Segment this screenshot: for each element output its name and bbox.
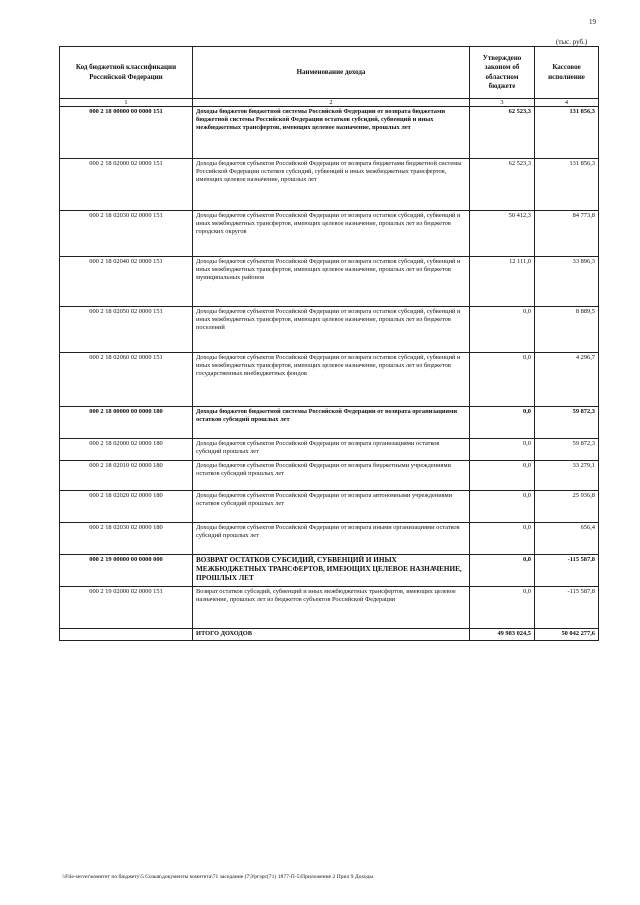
column-number: 1 [60, 99, 193, 107]
table-row [60, 353, 599, 407]
header-code: Код бюджетной классификации Российской Федерации [60, 47, 193, 99]
row-execution: -115 587,8 [535, 555, 599, 587]
row-code: 000 2 18 02000 02 0000 180 [60, 439, 193, 461]
row-approved: 0,0 [470, 555, 535, 587]
row-code: 000 2 18 02030 02 0000 151 [60, 211, 193, 257]
row-name: Доходы бюджетов бюджетной системы Российской Федерации от возврата организациями остатков субсидий прошлых лет [193, 407, 470, 439]
row-approved: 50 412,3 [470, 211, 535, 257]
revenue-table [59, 46, 599, 641]
row-execution: -115 587,8 [535, 587, 599, 629]
row-name: Доходы бюджетов бюджетной системы Российской Федерации от возврата бюджетами бюджетной системы Российской Федерации остатков субсидий, субвенций и иных межбюджетных трансфертов, имеющих целевое назначение, прошлых лет [193, 107, 470, 159]
row-code: 000 2 18 02040 02 0000 151 [60, 257, 193, 307]
row-code: 000 2 18 02030 02 0000 180 [60, 523, 193, 555]
row-execution: 8 889,5 [535, 307, 599, 353]
row-name: Доходы бюджетов субъектов Российской Федерации от возврата автономными учреждениями остатков субсидий прошлых лет [193, 491, 470, 523]
table-row [60, 491, 599, 523]
row-code: 000 2 19 02000 02 0000 151 [60, 587, 193, 629]
column-number: 4 [535, 99, 599, 107]
row-execution: 59 872,3 [535, 407, 599, 439]
row-name: Доходы бюджетов субъектов Российской Федерации от возврата организациями остатков субсидий прошлых лет [193, 439, 470, 461]
row-approved: 0,0 [470, 523, 535, 555]
row-approved: 0,0 [470, 353, 535, 407]
file-path-footer: \\File-server\комитет по бюджету\5 Созыв\документы комитета\71 заседание (7\Ургэрс(71) 1877-П-5\Приложение 2 Прил 9 Доходы [62, 874, 374, 880]
row-code: 000 2 18 02060 02 0000 151 [60, 353, 193, 407]
row-code: 000 2 18 02050 02 0000 151 [60, 307, 193, 353]
row-execution: 84 773,8 [535, 211, 599, 257]
row-name: Доходы бюджетов субъектов Российской Федерации от возврата бюджетами бюджетной системы Российской Федерации остатков субсидий, субвенций и иных межбюджетных трансфертов, имеющих целевое назначение, прошлых лет [193, 159, 470, 211]
row-name: ВОЗВРАТ ОСТАТКОВ СУБСИДИЙ, СУБВЕНЦИЙ И ИНЫХ МЕЖБЮДЖЕТНЫХ ТРАНСФЕРТОВ, ИМЕЮЩИХ ЦЕЛЕВОЕ НАЗНАЧЕНИЕ, ПРОШЛЫХ ЛЕТ [193, 555, 470, 587]
units-label: (тыс. руб.) [556, 38, 588, 46]
table-row [60, 439, 599, 461]
table-row [60, 407, 599, 439]
total-approved: 49 983 024,5 [470, 629, 535, 641]
row-name: Доходы бюджетов субъектов Российской Федерации от возврата остатков субсидий, субвенций и иных межбюджетных трансфертов, имеющих целевое назначение, прошлых лет из бюджетов городских округов [193, 211, 470, 257]
row-execution: 25 936,8 [535, 491, 599, 523]
column-number: 3 [470, 99, 535, 107]
row-code: 000 2 18 00000 00 0000 180 [60, 407, 193, 439]
row-approved: 0,0 [470, 491, 535, 523]
total-execution: 50 042 277,6 [535, 629, 599, 641]
table-row [60, 461, 599, 491]
page-number: 19 [589, 18, 596, 26]
header-name: Наименование дохода [193, 47, 470, 99]
row-name: Возврат остатков субсидий, субвенций и иных межбюджетных трансфертов, имеющих целевое назначение, прошлых лет из бюджетов субъектов Российской Федерации [193, 587, 470, 629]
row-execution: 59 872,3 [535, 439, 599, 461]
header-execution: Кассовое исполнение [535, 47, 599, 99]
row-name: Доходы бюджетов субъектов Российской Федерации от возврата остатков субсидий, субвенций и иных межбюджетных трансфертов, имеющих целевое назначение, прошлых лет из бюджетов государственных внебюджетных фондов [193, 353, 470, 407]
table-row [60, 587, 599, 629]
row-approved: 62 523,3 [470, 107, 535, 159]
row-approved: 12 111,0 [470, 257, 535, 307]
row-approved: 62 523,3 [470, 159, 535, 211]
row-name: Доходы бюджетов субъектов Российской Федерации от возврата бюджетными учреждениями остатков субсидий прошлых лет [193, 461, 470, 491]
total-row [60, 629, 599, 641]
row-code: 000 2 18 00000 00 0000 151 [60, 107, 193, 159]
row-execution: 656,4 [535, 523, 599, 555]
row-code: 000 2 18 02020 02 0000 180 [60, 491, 193, 523]
column-number-row [60, 99, 599, 107]
row-approved: 0,0 [470, 407, 535, 439]
total-code-empty [60, 629, 193, 641]
row-execution: 131 856,3 [535, 107, 599, 159]
row-approved: 0,0 [470, 461, 535, 491]
table-row [60, 307, 599, 353]
total-label: ИТОГО ДОХОДОВ [193, 629, 470, 641]
row-approved: 0,0 [470, 439, 535, 461]
row-execution: 4 296,7 [535, 353, 599, 407]
table-row [60, 159, 599, 211]
row-name: Доходы бюджетов субъектов Российской Федерации от возврата остатков субсидий, субвенций и иных межбюджетных трансфертов, имеющих целевое назначение, прошлых лет из бюджетов муниципальных районов [193, 257, 470, 307]
row-name: Доходы бюджетов субъектов Российской Федерации от возврата остатков субсидий, субвенций и иных межбюджетных трансфертов, имеющих целевое назначение, прошлых лет из бюджетов поселений [193, 307, 470, 353]
table-row [60, 107, 599, 159]
row-code: 000 2 18 02010 02 0000 180 [60, 461, 193, 491]
row-code: 000 2 19 00000 00 0000 000 [60, 555, 193, 587]
row-execution: 33 279,1 [535, 461, 599, 491]
row-name: Доходы бюджетов субъектов Российской Федерации от возврата иными организациями остатков субсидий прошлых лет [193, 523, 470, 555]
table-row [60, 257, 599, 307]
row-execution: 33 896,3 [535, 257, 599, 307]
row-approved: 0,0 [470, 307, 535, 353]
table-row [60, 523, 599, 555]
row-code: 000 2 18 02000 02 0000 151 [60, 159, 193, 211]
column-number: 2 [193, 99, 470, 107]
row-execution: 131 856,3 [535, 159, 599, 211]
header-approved: Утверждено законом об областном бюджете [470, 47, 535, 99]
table-row [60, 211, 599, 257]
row-approved: 0,0 [470, 587, 535, 629]
table-row [60, 555, 599, 587]
